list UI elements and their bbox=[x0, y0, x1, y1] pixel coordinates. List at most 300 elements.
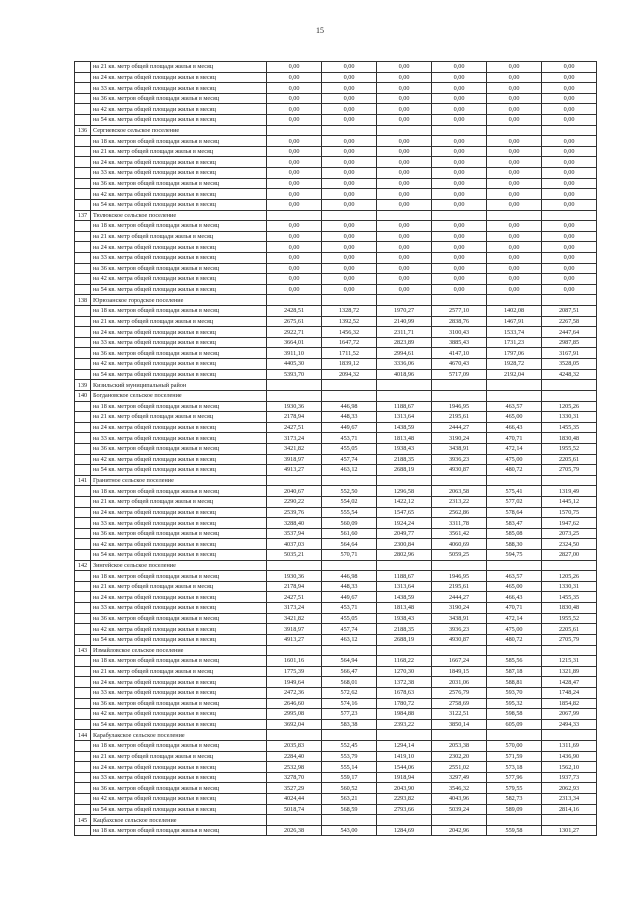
value-cell: 1970,27 bbox=[377, 306, 432, 317]
value-cell: 463,57 bbox=[487, 571, 542, 582]
value-cell: 1467,91 bbox=[487, 316, 542, 327]
value-cell: 555,14 bbox=[322, 762, 377, 773]
value-cell: 0,00 bbox=[377, 146, 432, 157]
table-row bbox=[75, 252, 597, 263]
value-cell bbox=[542, 380, 597, 391]
row-number bbox=[75, 507, 91, 518]
table-row bbox=[75, 496, 597, 507]
value-cell: 1748,24 bbox=[542, 687, 597, 698]
value-cell: 4930,87 bbox=[432, 634, 487, 645]
value-cell: 2427,51 bbox=[267, 422, 322, 433]
row-label: на 36 кв. метров общей площади жилья в месяц bbox=[91, 348, 267, 359]
value-cell bbox=[267, 730, 322, 741]
value-cell: 577,23 bbox=[322, 709, 377, 720]
value-cell: 1456,32 bbox=[322, 327, 377, 338]
value-cell: 1188,67 bbox=[377, 401, 432, 412]
value-cell: 0,00 bbox=[432, 168, 487, 179]
value-cell: 0,00 bbox=[267, 146, 322, 157]
value-cell: 2688,19 bbox=[377, 465, 432, 476]
value-cell: 0,00 bbox=[487, 231, 542, 242]
value-cell: 0,00 bbox=[322, 62, 377, 73]
value-cell bbox=[542, 645, 597, 656]
value-cell bbox=[267, 380, 322, 391]
value-cell: 554,02 bbox=[322, 496, 377, 507]
value-cell bbox=[542, 730, 597, 741]
value-cell: 4147,10 bbox=[432, 348, 487, 359]
row-number bbox=[75, 178, 91, 189]
table-row bbox=[75, 422, 597, 433]
value-cell: 2063,58 bbox=[432, 486, 487, 497]
value-cell: 3850,14 bbox=[432, 719, 487, 730]
value-cell bbox=[542, 125, 597, 136]
value-cell: 1813,48 bbox=[377, 433, 432, 444]
value-cell: 0,00 bbox=[377, 104, 432, 115]
value-cell: 1775,39 bbox=[267, 666, 322, 677]
value-cell: 463,12 bbox=[322, 634, 377, 645]
value-cell: 0,00 bbox=[432, 136, 487, 147]
table-row bbox=[75, 93, 597, 104]
table-row bbox=[75, 146, 597, 157]
value-cell: 1780,72 bbox=[377, 698, 432, 709]
row-number bbox=[75, 72, 91, 83]
value-cell: 1946,95 bbox=[432, 571, 487, 582]
value-cell: 552,50 bbox=[322, 486, 377, 497]
value-cell: 0,00 bbox=[322, 136, 377, 147]
row-label: на 24 кв. метра общей площади жилья в месяц bbox=[91, 72, 267, 83]
value-cell: 1270,30 bbox=[377, 666, 432, 677]
row-label: на 18 кв. метров общей площади жилья в месяц bbox=[91, 825, 267, 836]
value-cell: 2178,94 bbox=[267, 581, 322, 592]
value-cell: 1422,12 bbox=[377, 496, 432, 507]
value-cell: 0,00 bbox=[322, 199, 377, 210]
value-cell: 0,00 bbox=[432, 178, 487, 189]
section-title: Гранитное сельское поселение bbox=[91, 475, 267, 486]
value-cell: 0,00 bbox=[542, 62, 597, 73]
value-cell: 2031,06 bbox=[432, 677, 487, 688]
table-row bbox=[75, 412, 597, 423]
value-cell: 598,58 bbox=[487, 709, 542, 720]
value-cell: 1839,12 bbox=[322, 359, 377, 370]
table-row bbox=[75, 825, 597, 836]
value-cell: 1813,48 bbox=[377, 603, 432, 614]
value-cell bbox=[542, 815, 597, 826]
value-cell: 1830,48 bbox=[542, 433, 597, 444]
row-number bbox=[75, 369, 91, 380]
row-number bbox=[75, 83, 91, 94]
value-cell: 0,00 bbox=[487, 168, 542, 179]
value-cell: 0,00 bbox=[267, 231, 322, 242]
table-row bbox=[75, 603, 597, 614]
value-cell: 1372,38 bbox=[377, 677, 432, 688]
row-number bbox=[75, 783, 91, 794]
row-number bbox=[75, 359, 91, 370]
row-label: на 42 кв. метра общей площади жилья в месяц bbox=[91, 274, 267, 285]
value-cell: 2188,35 bbox=[377, 624, 432, 635]
value-cell: 3122,51 bbox=[432, 709, 487, 720]
table-row bbox=[75, 507, 597, 518]
value-cell: 0,00 bbox=[542, 274, 597, 285]
table-row bbox=[75, 518, 597, 529]
value-cell: 0,00 bbox=[322, 168, 377, 179]
value-cell: 0,00 bbox=[322, 263, 377, 274]
row-label: на 54 кв. метра общей площади жилья в месяц bbox=[91, 465, 267, 476]
value-cell bbox=[487, 475, 542, 486]
row-label: на 42 кв. метра общей площади жилья в месяц bbox=[91, 794, 267, 805]
row-number bbox=[75, 443, 91, 454]
value-cell: 0,00 bbox=[377, 115, 432, 126]
value-cell: 0,00 bbox=[322, 72, 377, 83]
row-number bbox=[75, 613, 91, 624]
value-cell: 472,14 bbox=[487, 613, 542, 624]
value-cell: 470,71 bbox=[487, 433, 542, 444]
value-cell: 1402,08 bbox=[487, 306, 542, 317]
value-cell bbox=[267, 475, 322, 486]
value-cell: 593,70 bbox=[487, 687, 542, 698]
value-cell: 0,00 bbox=[432, 242, 487, 253]
value-cell: 2688,19 bbox=[377, 634, 432, 645]
value-cell: 575,41 bbox=[487, 486, 542, 497]
value-cell: 0,00 bbox=[432, 199, 487, 210]
value-cell bbox=[542, 560, 597, 571]
value-cell: 1436,90 bbox=[542, 751, 597, 762]
value-cell: 0,00 bbox=[267, 93, 322, 104]
value-cell: 3918,97 bbox=[267, 454, 322, 465]
value-cell: 2140,99 bbox=[377, 316, 432, 327]
value-cell: 2823,89 bbox=[377, 337, 432, 348]
table-row bbox=[75, 634, 597, 645]
value-cell: 566,47 bbox=[322, 666, 377, 677]
row-number bbox=[75, 62, 91, 73]
value-cell: 4670,43 bbox=[432, 359, 487, 370]
row-number bbox=[75, 592, 91, 603]
value-cell: 2293,82 bbox=[377, 794, 432, 805]
row-label: на 36 кв. метров общей площади жилья в месяц bbox=[91, 528, 267, 539]
value-cell bbox=[432, 475, 487, 486]
value-cell: 1928,72 bbox=[487, 359, 542, 370]
value-cell: 2758,69 bbox=[432, 698, 487, 709]
value-cell: 0,00 bbox=[377, 242, 432, 253]
value-cell: 1296,58 bbox=[377, 486, 432, 497]
value-cell: 1215,31 bbox=[542, 656, 597, 667]
section-row bbox=[75, 645, 597, 656]
value-cell: 5035,21 bbox=[267, 550, 322, 561]
row-label: на 42 кв. метра общей площади жилья в месяц bbox=[91, 624, 267, 635]
value-cell: 0,00 bbox=[487, 263, 542, 274]
table-row bbox=[75, 189, 597, 200]
row-label: на 18 кв. метров общей площади жилья в месяц bbox=[91, 136, 267, 147]
value-cell: 0,00 bbox=[322, 189, 377, 200]
row-label: на 42 кв. метра общей площади жилья в месяц bbox=[91, 709, 267, 720]
value-cell: 1533,74 bbox=[487, 327, 542, 338]
value-cell: 3936,23 bbox=[432, 624, 487, 635]
row-label: на 33 кв. метра общей площади жилья в месяц bbox=[91, 168, 267, 179]
value-cell: 1438,59 bbox=[377, 422, 432, 433]
value-cell: 2551,02 bbox=[432, 762, 487, 773]
row-label: на 24 кв. метра общей площади жилья в месяц bbox=[91, 157, 267, 168]
value-cell: 0,00 bbox=[487, 72, 542, 83]
value-cell: 3311,78 bbox=[432, 518, 487, 529]
row-number bbox=[75, 104, 91, 115]
row-number bbox=[75, 624, 91, 635]
value-cell: 1438,59 bbox=[377, 592, 432, 603]
value-cell bbox=[487, 730, 542, 741]
value-cell: 3885,43 bbox=[432, 337, 487, 348]
value-cell: 605,09 bbox=[487, 719, 542, 730]
row-number bbox=[75, 751, 91, 762]
row-label: на 24 кв. метра общей площади жилья в месяц bbox=[91, 762, 267, 773]
table-row bbox=[75, 168, 597, 179]
value-cell: 1205,26 bbox=[542, 571, 597, 582]
value-cell: 595,32 bbox=[487, 698, 542, 709]
value-cell: 3528,05 bbox=[542, 359, 597, 370]
value-cell: 3167,91 bbox=[542, 348, 597, 359]
value-cell: 5039,24 bbox=[432, 804, 487, 815]
value-cell: 0,00 bbox=[542, 242, 597, 253]
value-cell: 4913,27 bbox=[267, 465, 322, 476]
value-cell: 0,00 bbox=[542, 72, 597, 83]
value-cell: 2444,27 bbox=[432, 422, 487, 433]
value-cell: 0,00 bbox=[542, 146, 597, 157]
value-cell: 0,00 bbox=[487, 83, 542, 94]
table-body bbox=[75, 62, 597, 836]
value-cell: 1419,10 bbox=[377, 751, 432, 762]
value-cell: 0,00 bbox=[377, 72, 432, 83]
table-row bbox=[75, 284, 597, 295]
tariff-table bbox=[74, 61, 597, 836]
value-cell: 0,00 bbox=[267, 104, 322, 115]
row-number bbox=[75, 115, 91, 126]
row-label: на 36 кв. метров общей площади жилья в месяц bbox=[91, 443, 267, 454]
value-cell: 582,73 bbox=[487, 794, 542, 805]
value-cell: 583,38 bbox=[322, 719, 377, 730]
value-cell: 5059,25 bbox=[432, 550, 487, 561]
value-cell: 3173,24 bbox=[267, 603, 322, 614]
row-label: на 18 кв. метров общей площади жилья в месяц bbox=[91, 306, 267, 317]
row-number bbox=[75, 263, 91, 274]
value-cell: 0,00 bbox=[542, 252, 597, 263]
value-cell: 2562,86 bbox=[432, 507, 487, 518]
row-number bbox=[75, 656, 91, 667]
value-cell: 0,00 bbox=[542, 284, 597, 295]
value-cell: 2675,61 bbox=[267, 316, 322, 327]
row-number bbox=[75, 539, 91, 550]
value-cell: 0,00 bbox=[432, 157, 487, 168]
value-cell bbox=[432, 125, 487, 136]
value-cell bbox=[377, 210, 432, 221]
value-cell: 0,00 bbox=[487, 242, 542, 253]
value-cell bbox=[487, 560, 542, 571]
table-row bbox=[75, 433, 597, 444]
table-row bbox=[75, 719, 597, 730]
row-number bbox=[75, 168, 91, 179]
value-cell bbox=[487, 815, 542, 826]
value-cell: 480,72 bbox=[487, 465, 542, 476]
row-label: на 24 кв. метра общей площади жилья в месяц bbox=[91, 327, 267, 338]
table-row bbox=[75, 157, 597, 168]
value-cell: 0,00 bbox=[487, 104, 542, 115]
value-cell: 0,00 bbox=[487, 62, 542, 73]
value-cell bbox=[487, 380, 542, 391]
table-row bbox=[75, 115, 597, 126]
value-cell: 0,00 bbox=[322, 146, 377, 157]
value-cell: 0,00 bbox=[542, 157, 597, 168]
value-cell: 4024,44 bbox=[267, 794, 322, 805]
value-cell: 594,75 bbox=[487, 550, 542, 561]
row-number bbox=[75, 496, 91, 507]
value-cell: 2053,38 bbox=[432, 741, 487, 752]
value-cell: 0,00 bbox=[322, 252, 377, 263]
row-label: на 36 кв. метров общей площади жилья в месяц bbox=[91, 783, 267, 794]
section-title: Кацбахское сельское поселение bbox=[91, 815, 267, 826]
value-cell: 1830,48 bbox=[542, 603, 597, 614]
row-number bbox=[75, 136, 91, 147]
value-cell: 1731,23 bbox=[487, 337, 542, 348]
value-cell bbox=[432, 730, 487, 741]
row-number bbox=[75, 465, 91, 476]
table-row bbox=[75, 624, 597, 635]
value-cell: 560,52 bbox=[322, 783, 377, 794]
value-cell: 2300,84 bbox=[377, 539, 432, 550]
table-row bbox=[75, 687, 597, 698]
section-row bbox=[75, 210, 597, 221]
value-cell: 585,08 bbox=[487, 528, 542, 539]
value-cell: 3664,01 bbox=[267, 337, 322, 348]
value-cell: 0,00 bbox=[432, 72, 487, 83]
row-number bbox=[75, 772, 91, 783]
value-cell: 2447,64 bbox=[542, 327, 597, 338]
row-number bbox=[75, 528, 91, 539]
value-cell: 1937,73 bbox=[542, 772, 597, 783]
value-cell: 1678,63 bbox=[377, 687, 432, 698]
value-cell: 1947,62 bbox=[542, 518, 597, 529]
table-row bbox=[75, 443, 597, 454]
value-cell: 1797,06 bbox=[487, 348, 542, 359]
value-cell bbox=[542, 210, 597, 221]
value-cell: 2539,76 bbox=[267, 507, 322, 518]
value-cell bbox=[432, 380, 487, 391]
value-cell: 449,67 bbox=[322, 422, 377, 433]
row-label: на 21 кв. метр общей площади жилья в месяц bbox=[91, 496, 267, 507]
value-cell: 0,00 bbox=[432, 146, 487, 157]
section-row bbox=[75, 125, 597, 136]
value-cell bbox=[377, 645, 432, 656]
table-row bbox=[75, 571, 597, 582]
value-cell: 2313,34 bbox=[542, 794, 597, 805]
table-row bbox=[75, 677, 597, 688]
value-cell: 5393,70 bbox=[267, 369, 322, 380]
value-cell: 0,00 bbox=[377, 231, 432, 242]
value-cell: 1294,14 bbox=[377, 741, 432, 752]
value-cell: 2195,61 bbox=[432, 581, 487, 592]
row-label: на 18 кв. метров общей площади жилья в месяц bbox=[91, 486, 267, 497]
row-number bbox=[75, 677, 91, 688]
value-cell: 4060,69 bbox=[432, 539, 487, 550]
value-cell: 466,43 bbox=[487, 592, 542, 603]
value-cell: 3421,82 bbox=[267, 613, 322, 624]
value-cell: 1284,69 bbox=[377, 825, 432, 836]
value-cell: 1955,52 bbox=[542, 443, 597, 454]
value-cell: 2393,22 bbox=[377, 719, 432, 730]
value-cell bbox=[322, 125, 377, 136]
value-cell: 457,74 bbox=[322, 454, 377, 465]
value-cell: 577,02 bbox=[487, 496, 542, 507]
value-cell: 2302,20 bbox=[432, 751, 487, 762]
value-cell: 2067,99 bbox=[542, 709, 597, 720]
value-cell bbox=[322, 645, 377, 656]
section-row bbox=[75, 390, 597, 401]
value-cell: 2205,61 bbox=[542, 624, 597, 635]
row-number bbox=[75, 709, 91, 720]
value-cell: 2324,50 bbox=[542, 539, 597, 550]
value-cell: 0,00 bbox=[267, 189, 322, 200]
value-cell: 563,21 bbox=[322, 794, 377, 805]
value-cell: 0,00 bbox=[267, 136, 322, 147]
row-label: на 33 кв. метра общей площади жилья в месяц bbox=[91, 337, 267, 348]
value-cell: 0,00 bbox=[487, 146, 542, 157]
value-cell: 3297,49 bbox=[432, 772, 487, 783]
value-cell: 463,57 bbox=[487, 401, 542, 412]
value-cell: 1313,64 bbox=[377, 581, 432, 592]
row-label: на 33 кв. метра общей площади жилья в месяц bbox=[91, 687, 267, 698]
value-cell bbox=[377, 380, 432, 391]
value-cell: 0,00 bbox=[487, 252, 542, 263]
value-cell: 588,30 bbox=[487, 539, 542, 550]
table-row bbox=[75, 274, 597, 285]
row-label: на 36 кв. метров общей площади жилья в месяц bbox=[91, 698, 267, 709]
value-cell: 2838,76 bbox=[432, 316, 487, 327]
value-cell: 570,00 bbox=[487, 741, 542, 752]
value-cell: 0,00 bbox=[267, 274, 322, 285]
row-label: на 33 кв. метра общей площади жилья в месяц bbox=[91, 772, 267, 783]
row-label: на 24 кв. метра общей площади жилья в месяц bbox=[91, 242, 267, 253]
value-cell bbox=[322, 475, 377, 486]
value-cell bbox=[267, 560, 322, 571]
value-cell: 1328,72 bbox=[322, 306, 377, 317]
value-cell: 1455,35 bbox=[542, 422, 597, 433]
value-cell: 0,00 bbox=[267, 252, 322, 263]
value-cell: 0,00 bbox=[432, 231, 487, 242]
value-cell: 568,59 bbox=[322, 804, 377, 815]
value-cell: 3438,91 bbox=[432, 443, 487, 454]
value-cell: 3911,10 bbox=[267, 348, 322, 359]
section-row bbox=[75, 475, 597, 486]
value-cell: 2472,36 bbox=[267, 687, 322, 698]
value-cell bbox=[267, 210, 322, 221]
section-row bbox=[75, 295, 597, 306]
value-cell: 0,00 bbox=[432, 221, 487, 232]
table-row bbox=[75, 592, 597, 603]
value-cell: 1647,72 bbox=[322, 337, 377, 348]
value-cell: 1313,64 bbox=[377, 412, 432, 423]
value-cell: 0,00 bbox=[377, 252, 432, 263]
value-cell: 2827,00 bbox=[542, 550, 597, 561]
section-title: Кизильский муниципальный район bbox=[91, 380, 267, 391]
value-cell: 446,98 bbox=[322, 401, 377, 412]
value-cell: 3190,24 bbox=[432, 433, 487, 444]
value-cell: 2049,77 bbox=[377, 528, 432, 539]
value-cell: 0,00 bbox=[267, 72, 322, 83]
value-cell: 555,54 bbox=[322, 507, 377, 518]
table-row bbox=[75, 72, 597, 83]
value-cell: 1445,12 bbox=[542, 496, 597, 507]
value-cell: 2705,79 bbox=[542, 465, 597, 476]
value-cell: 1428,47 bbox=[542, 677, 597, 688]
row-label: на 33 кв. метра общей площади жилья в месяц bbox=[91, 83, 267, 94]
value-cell: 1918,94 bbox=[377, 772, 432, 783]
value-cell: 465,00 bbox=[487, 581, 542, 592]
table-row bbox=[75, 199, 597, 210]
row-label: на 54 кв. метра общей площади жилья в месяц bbox=[91, 284, 267, 295]
